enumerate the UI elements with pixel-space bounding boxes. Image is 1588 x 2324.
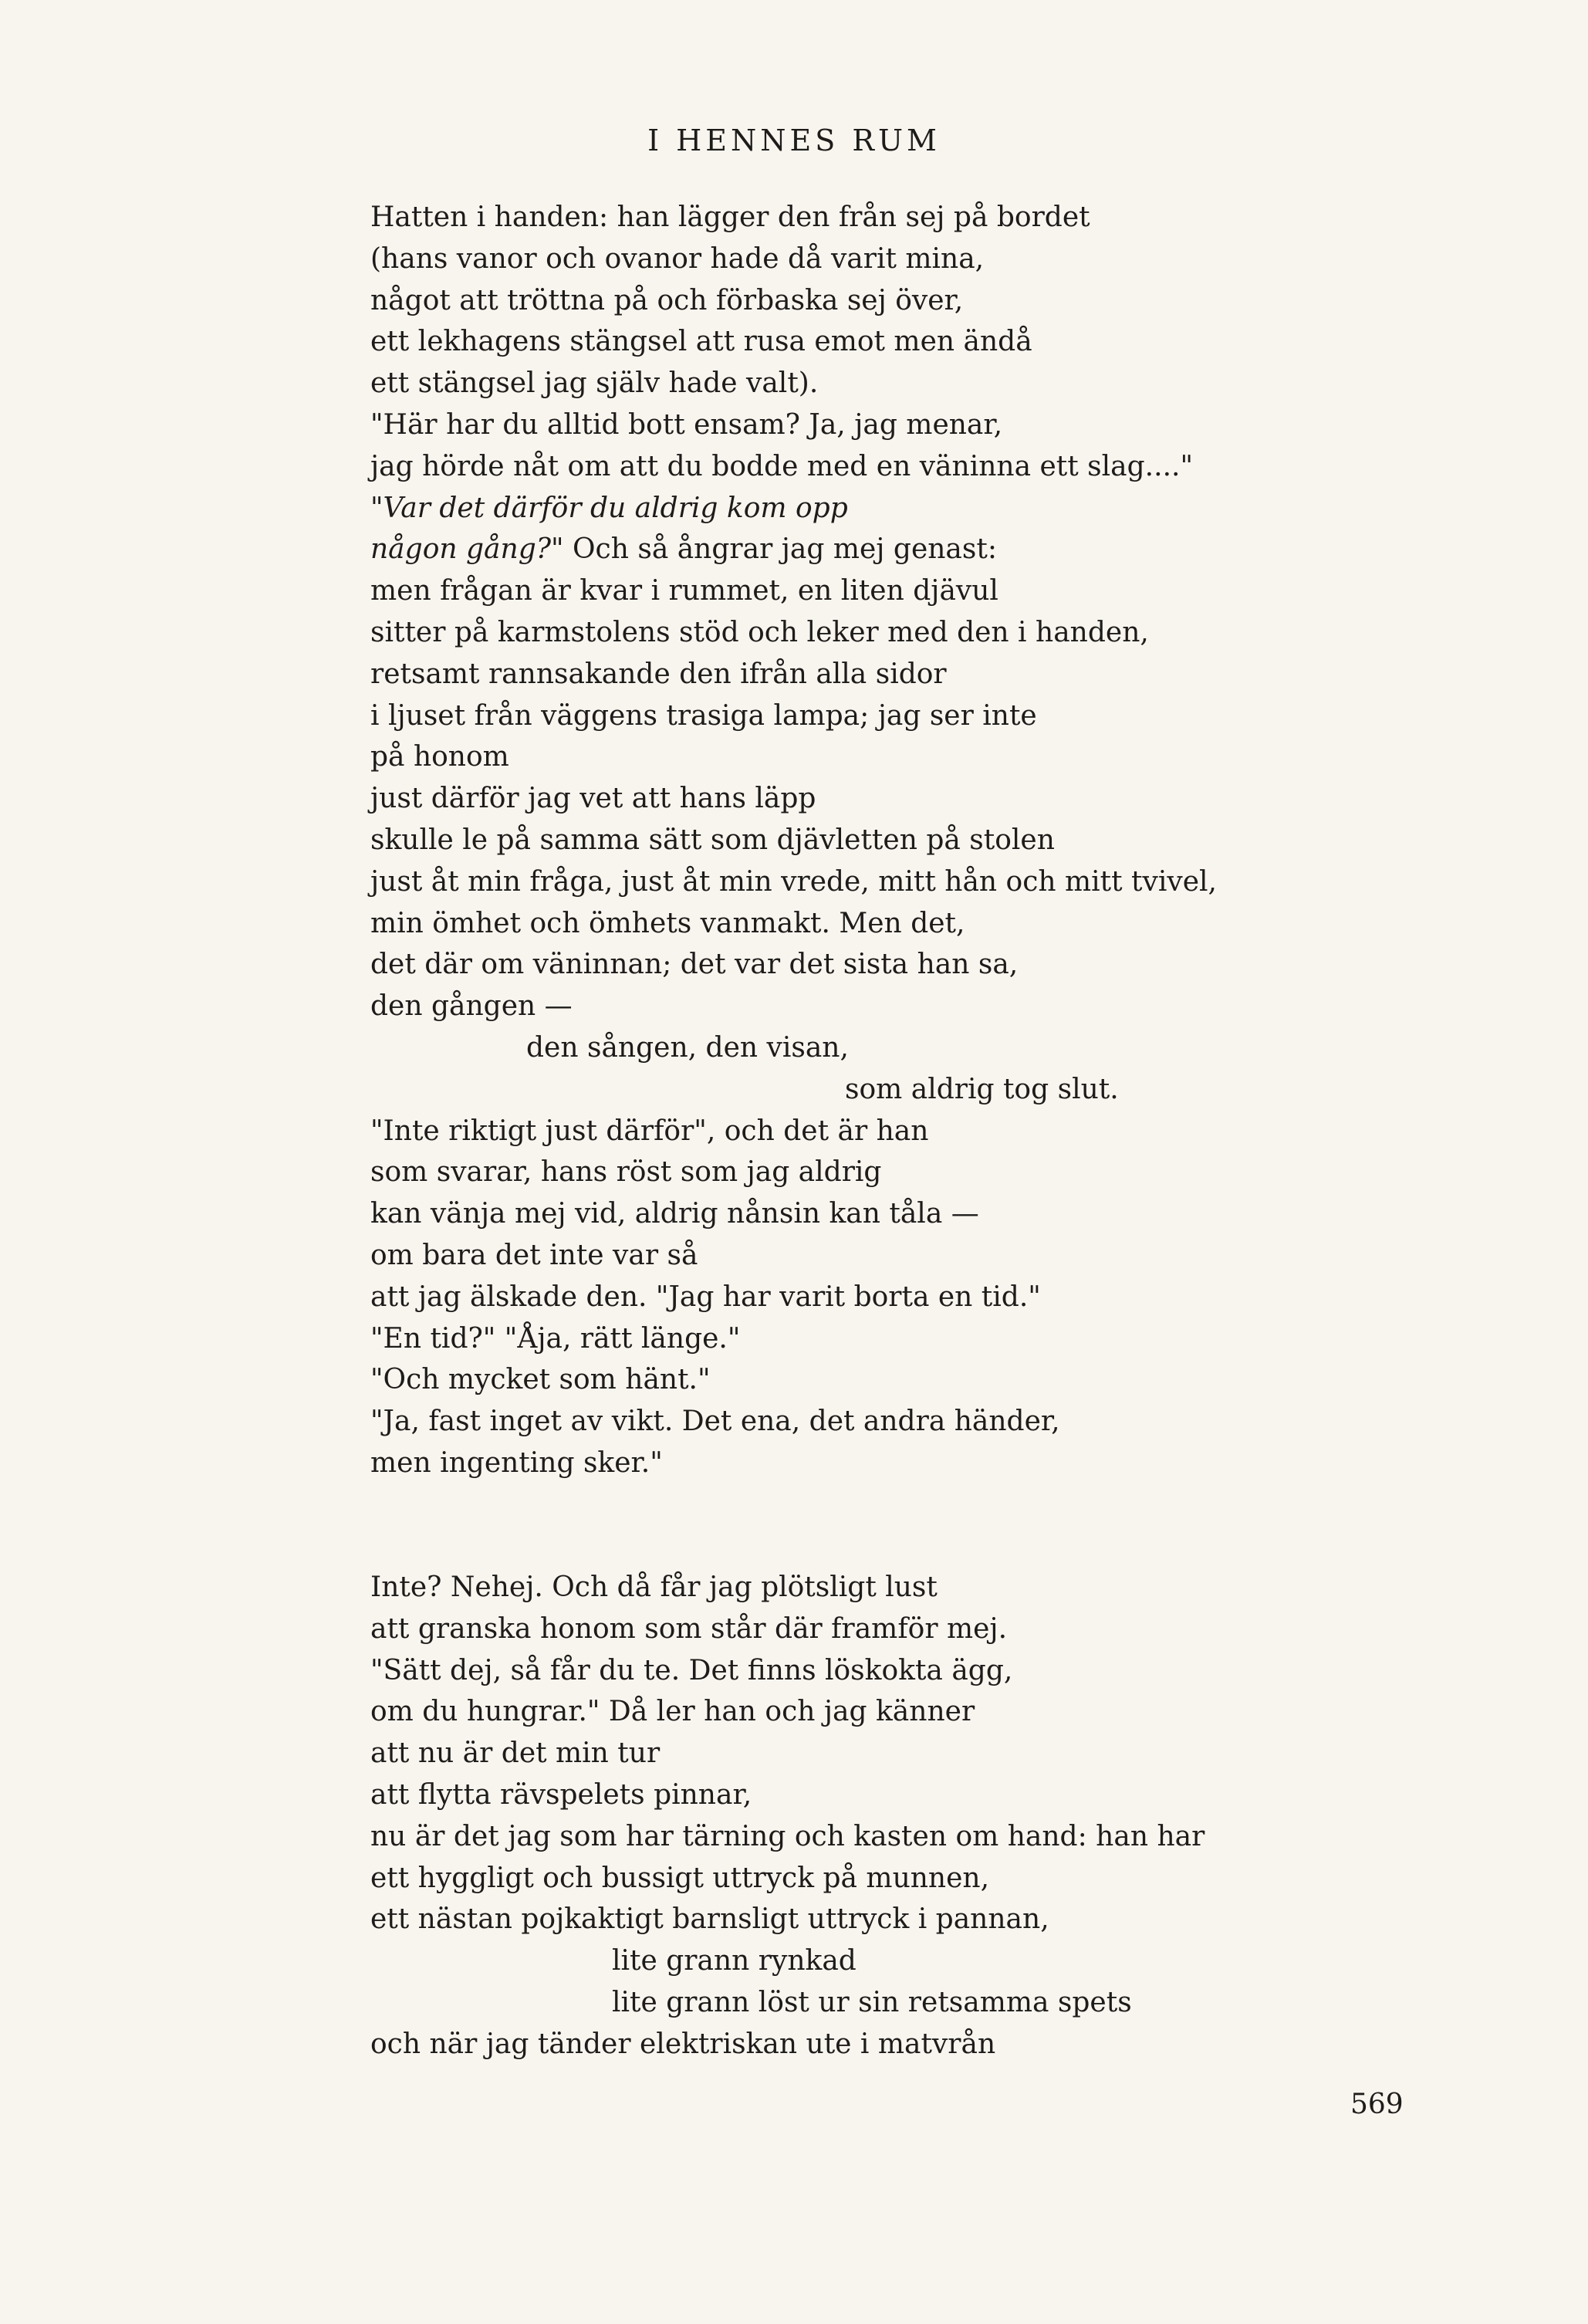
stanza-2: [370, 1567, 1451, 2065]
stanza-1: [370, 197, 1451, 1484]
poem-line: att flytta rävspelets pinnar,: [370, 1778, 752, 1811]
poem-line: skulle le på samma sätt som djävletten på stolen: [370, 824, 1055, 856]
poem-line: "Här har du alltid bott ensam? Ja, jag menar,: [370, 408, 1003, 441]
poem-line: (hans vanor och ovanor hade då varit mina,: [370, 242, 985, 275]
poem-line: att jag älskade den. "Jag har varit borta en tid.": [370, 1280, 1041, 1313]
poem-line: "Sätt dej, så får du te. Det finns löskokta ägg,: [370, 1654, 1013, 1686]
poem-line: Hatten i handen: han lägger den från sej på bordet: [370, 201, 1090, 233]
poem-line: på honom: [370, 741, 509, 773]
poem-line: just därför jag vet att hans läpp: [370, 783, 816, 815]
poem-line: lite grann löst ur sin retsamma spets: [612, 1986, 1132, 2018]
poem-line-italic-part: någon gång?": [370, 533, 564, 566]
poem-line: jag hörde nåt om att du bodde med en väninna ett slag....": [370, 450, 1194, 482]
poem-line: sitter på karmstolens stöd och leker med den i handen,: [370, 616, 1149, 648]
poem-line: som aldrig tog slut.: [845, 1073, 1119, 1105]
page-number: 569: [1350, 2089, 1404, 2120]
poem-line: att nu är det min tur: [370, 1737, 661, 1770]
poem-line: det där om väninnan; det var det sista han sa,: [370, 949, 1019, 981]
poem-line: "Ja, fast inget av vikt. Det ena, det andra händer,: [370, 1406, 1060, 1438]
poem-line: "Inte riktigt just därför", och det är han: [370, 1115, 929, 1147]
poem-line: att granska honom som står där framför mej.: [370, 1612, 1008, 1645]
poem-line: [370, 529, 1451, 570]
poem-line: ett nästan pojkaktigt barnsligt uttryck i pannan,: [370, 1903, 1049, 1936]
poem-line: ett hyggligt och bussigt uttryck på munnen,: [370, 1862, 990, 1894]
poem-line: "Och mycket som hänt.": [370, 1364, 711, 1396]
poem-line: "Var det därför du aldrig kom opp: [370, 492, 848, 524]
poem-line: i ljuset från väggens trasiga lampa; jag ser inte: [370, 699, 1037, 732]
poem-line: Inte? Nehej. Och då får jag plötsligt lust: [370, 1571, 938, 1603]
poem-line: den gången —: [370, 990, 573, 1023]
running-head: I HENNES RUM: [647, 123, 941, 157]
poem-line: något att tröttna på och förbaska sej över,: [370, 284, 964, 316]
poem-line: kan vänja mej vid, aldrig nånsin kan tåla —: [370, 1198, 979, 1230]
poem-line: om bara det inte var så: [370, 1239, 698, 1271]
poem-line: ett lekhagens stängsel att rusa emot men ändå: [370, 326, 1032, 358]
poem-line: och när jag tänder elektriskan ute i matvrån: [370, 2028, 996, 2060]
poem-line: nu är det jag som har tärning och kasten om hand: han har: [370, 1820, 1205, 1852]
poem-line-roman-part: Och så ångrar jag mej genast:: [563, 533, 997, 566]
poem-line: just åt min fråga, just åt min vrede, mitt hån och mitt tvivel,: [370, 865, 1217, 898]
poem-line: retsamt rannsakande den ifrån alla sidor: [370, 658, 947, 690]
poem-line: lite grann rynkad: [612, 1945, 857, 1977]
poem-line: som svarar, hans röst som jag aldrig: [370, 1156, 882, 1189]
poem-line: ett stängsel jag själv hade valt).: [370, 367, 819, 400]
poem-line: "En tid?" "Åja, rätt länge.": [370, 1322, 741, 1355]
poem-line: om du hungrar." Då ler han och jag känner: [370, 1696, 975, 1728]
poem-line: min ömhet och ömhets vanmakt. Men det,: [370, 907, 965, 939]
poem-line: men ingenting sker.": [370, 1446, 663, 1479]
poem-line: men frågan är kvar i rummet, en liten djävul: [370, 575, 998, 607]
poem-line: den sången, den visan,: [526, 1031, 849, 1064]
